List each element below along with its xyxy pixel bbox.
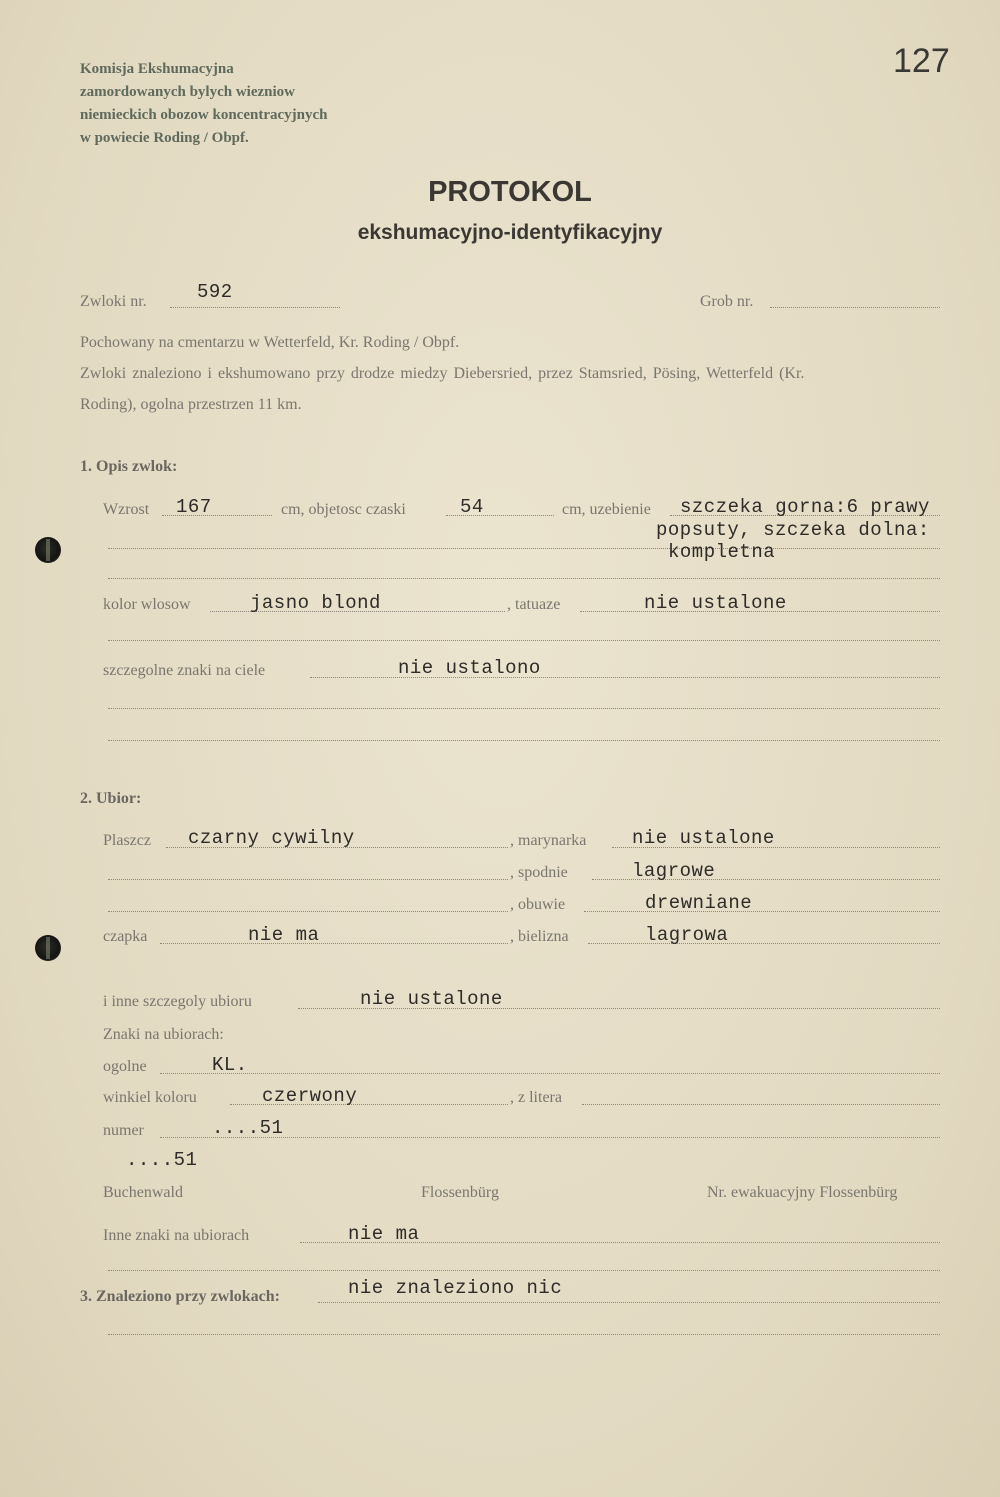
binder-hole-top: [35, 537, 61, 563]
bielizna-label: , bielizna: [510, 928, 569, 945]
czapka-label: czapka: [103, 928, 148, 945]
obuwie-label: , obuwie: [510, 896, 566, 913]
page-number: 127: [893, 42, 950, 80]
obuwie-value: drewniane: [645, 892, 753, 914]
litera-label: , z litera: [510, 1089, 562, 1106]
znaki-cialo-value: nie ustalono: [398, 657, 541, 679]
header-line-2: zamordowanych bylych wiezniow: [80, 84, 295, 100]
czaszka-value: 54: [460, 496, 484, 518]
wlosy-value: jasno blond: [250, 592, 381, 614]
znaki-cialo-label: szczegolne znaki na ciele: [103, 662, 266, 679]
uzebienie-value-line3: kompletna: [668, 541, 776, 563]
ogolne-value: KL.: [212, 1054, 248, 1076]
header-line-3: niemieckich obozow koncentracyjnych: [80, 107, 328, 123]
wzrost-label: Wzrost: [103, 501, 150, 518]
zwloki-label: Zwloki nr.: [80, 293, 147, 310]
header-line-1: Komisja Ekshumacyjna: [80, 61, 234, 77]
buchenwald-label: Buchenwald: [103, 1184, 183, 1201]
burial-line-2: Zwloki znaleziono i ekshumowano przy drodze miedzy Diebersried, przez Stamsried, Pösing, Wetterfeld (Kr.: [80, 365, 805, 382]
winkiel-label: winkiel koloru: [103, 1089, 197, 1106]
grob-label: Grob nr.: [700, 293, 754, 310]
section-1-heading: 1. Opis zwlok:: [80, 458, 178, 475]
burial-line-1: Pochowany na cmentarzu w Wetterfeld, Kr. Roding / Obpf.: [80, 334, 460, 351]
znaki-ubiory-heading: Znaki na ubiorach:: [103, 1026, 224, 1043]
burial-line-3: Roding), ogolna przestrzen 11 km.: [80, 396, 302, 413]
protocol-subtitle: ekshumacyjno-identyfikacyjny: [357, 221, 663, 244]
spodnie-label: , spodnie: [510, 864, 568, 881]
numer-value: ....51: [212, 1117, 284, 1139]
uzebienie-label: cm, uzebienie: [562, 501, 651, 518]
header-line-4: w powiecie Roding / Obpf.: [80, 130, 249, 146]
uzebienie-value-line1: szczeka gorna:6 prawy: [680, 496, 930, 518]
flossenburg-label: Flossenbürg: [421, 1184, 499, 1201]
numer-label: numer: [103, 1122, 144, 1139]
plaszcz-label: Plaszcz: [103, 832, 151, 849]
protocol-title: PROTOKOL: [428, 176, 592, 208]
section-2-heading: 2. Ubior:: [80, 790, 142, 807]
inne-znaki-label: Inne znaki na ubiorach: [103, 1227, 250, 1244]
ewakuacyjny-label: Nr. ewakuacyjny Flossenbürg: [707, 1184, 898, 1201]
zwloki-value: 592: [197, 281, 233, 303]
winkiel-value: czerwony: [262, 1085, 358, 1107]
inne-szczegoly-label: i inne szczegoly ubioru: [103, 993, 252, 1010]
czaszka-label: cm, objetosc czaski: [281, 501, 406, 518]
tatuaze-label: , tatuaze: [507, 596, 561, 613]
binder-hole-bottom: [35, 935, 61, 961]
bielizna-value: lagrowa: [645, 924, 729, 946]
inne-znaki-value: nie ma: [348, 1223, 420, 1245]
wlosy-label: kolor wlosow: [103, 596, 191, 613]
marynarka-value: nie ustalone: [632, 827, 775, 849]
section-3-value: nie znaleziono nic: [348, 1277, 563, 1299]
plaszcz-value: czarny cywilny: [188, 827, 355, 849]
wzrost-value: 167: [176, 496, 212, 518]
inne-szczegoly-value: nie ustalone: [360, 988, 503, 1010]
uzebienie-value-line2: popsuty, szczeka dolna:: [656, 519, 930, 541]
numer-value-secondary: ....51: [126, 1149, 198, 1171]
marynarka-label: , marynarka: [510, 832, 587, 849]
czapka-value: nie ma: [248, 924, 320, 946]
ogolne-label: ogolne: [103, 1058, 147, 1075]
section-3-heading: 3. Znaleziono przy zwlokach:: [80, 1288, 280, 1305]
tatuaze-value: nie ustalone: [644, 592, 787, 614]
spodnie-value: lagrowe: [632, 860, 716, 882]
